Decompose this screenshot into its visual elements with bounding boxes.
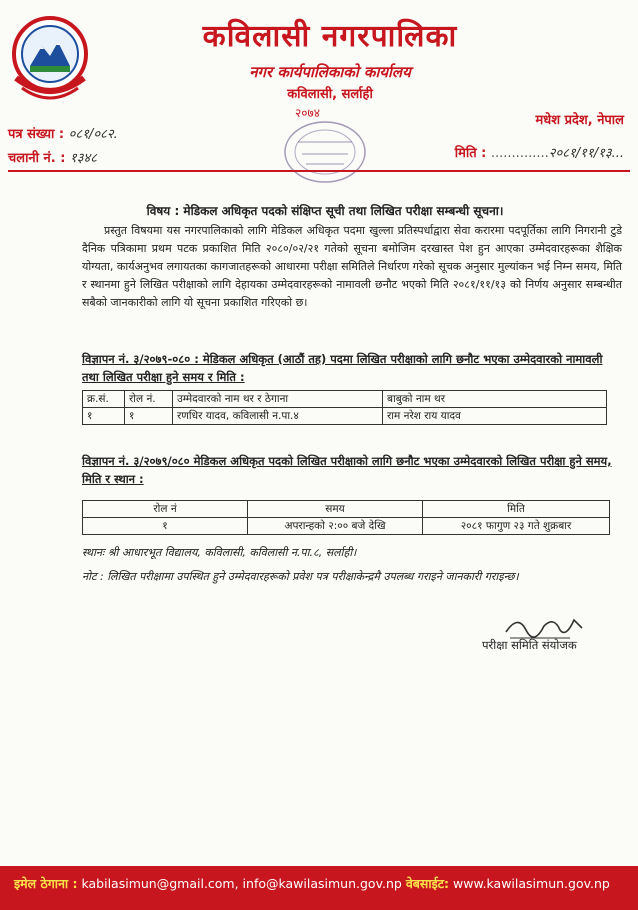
table-row: [83, 518, 610, 535]
header-divider: [8, 170, 630, 172]
letter-date-dots: ..............: [490, 146, 549, 161]
website-label: वेबसाईट:: [405, 876, 450, 891]
signatory-title: परीक्षा समिति संयोजक: [482, 638, 577, 652]
reference-number-label: पत्र संख्या :: [8, 127, 65, 142]
header-time: समय: [248, 501, 423, 518]
letter-date-label: मिति :: [454, 146, 487, 161]
dispatch-number: [8, 148, 97, 166]
section2-title: विज्ञापन नं. ३/२०७९/०८० मेडिकल अधिकृत पदको लिखित परीक्षाको लागि छनौट भएका उम्मेदवारको लिखित परीक्षा हुने समय, मिति र स्थान :: [82, 454, 612, 486]
email-addresses: kabilasimun@gmail.com, info@kawilasimun.gov.np: [81, 876, 402, 891]
municipality-name: कविलासी नगरपालिका: [202, 19, 458, 54]
footer-contact: [14, 875, 610, 892]
exam-venue: स्थानः श्री आधारभूत विद्यालय, कविलासी, कविलासी न.पा.८, सर्लाही।: [82, 546, 357, 559]
municipality-emblem: [8, 8, 92, 108]
notice-subject: विषय : मेडिकल अधिकृत पदको संक्षिप्त सूची तथा लिखित परीक्षा सम्बन्धी सूचना।: [146, 204, 504, 218]
cell-serial: १: [83, 408, 125, 425]
established-year: २०७४: [295, 106, 320, 120]
header-date: मिति: [423, 501, 610, 518]
website-address: www.kawilasimun.gov.np: [453, 876, 610, 891]
cell-roll: १: [83, 518, 248, 535]
notice-note: नोट : लिखित परीक्षामा उपस्थित हुने उम्मेदवारहरूको प्रवेश पत्र परीक्षाकेन्द्रमै उपलब्ध गराइने जानकारी गराइन्छ।: [82, 570, 519, 583]
dispatch-number-value: १३४८: [69, 151, 98, 166]
email-label: इमेल ठेगाना :: [14, 876, 78, 891]
cell-time: अपरान्हको २:०० बजे देखि: [248, 518, 423, 535]
cell-father: राम नरेश राय यादव: [383, 408, 607, 425]
office-stamp: [258, 112, 392, 192]
table-header-row: [83, 501, 610, 518]
exam-schedule-table: [82, 500, 610, 535]
section1-title: विज्ञापन नं. ३/२०७९-०८० : मेडिकल अधिकृत (आठौं तह) पदमा लिखित परीक्षाको लागि छनौट भएका उम्मेदवारको नामावली तथा लिखित परीक्षा हुने समय र मिति :: [82, 352, 603, 384]
cell-date: २०८१ फागुण २३ गते शुक्रबार: [423, 518, 610, 535]
reference-number-value: ०८१/०८२.: [68, 127, 118, 142]
notice-intro: प्रस्तुत विषयमा यस नगरपालिकाको लागि मेडिकल अधिकृत पदमा खुल्ला प्रतिस्पर्धाद्वारा सेवा करारमा पदपूर्तिका लागि निगरानी टुडे दैनिक पत्रिकामा प्रथम पटक प्रकाशित मिति २०८०/०२/२१ गतेको सूचना बमोजिम दरखास्त पेश हुन आएका उम्मेदवारहरूका शैक्षिक योग्यता, कार्यअनुभव लगायतका कागजातहरूको आधारमा परीक्षा समितिले निर्धारण गरेको सूचक अनुसार मुल्यांकन भई निम्न समय, मिति र स्थानमा हुने लिखित परीक्षाको लागि देहायका उम्मेदवारहरूको नामावली छनौट भएको मिति २०८१/११/१३ को निर्णय अनुसार सम्बन्धीत सबैको जानकारीको लागि यो सूचना प्रकाशित गरिएको छ।: [82, 224, 622, 309]
header-roll: रोल नं: [83, 501, 248, 518]
dispatch-number-label: चलानी नं. :: [8, 151, 66, 166]
header-roll: रोल नं.: [125, 391, 173, 408]
candidate-table: [82, 390, 607, 425]
province-name: मधेश प्रदेश, नेपाल: [535, 113, 624, 128]
office-address: कविलासी, सर्लाही: [287, 87, 373, 102]
table-row: [83, 408, 607, 425]
cell-candidate: रणधिर यादव, कविलासी न.पा.४: [173, 408, 383, 425]
letter-date: [455, 143, 624, 161]
cell-roll: १: [125, 408, 173, 425]
header-candidate: उम्मेदवारको नाम थर र ठेगाना: [173, 391, 383, 408]
table-header-row: [83, 391, 607, 408]
header-serial: क्र.सं.: [83, 391, 125, 408]
letter-date-value: २०८१/११/१३...: [548, 146, 624, 161]
office-name: नगर कार्यपालिकाको कार्यालय: [249, 63, 411, 81]
reference-number: [8, 124, 118, 142]
header-father: बाबुको नाम थर: [383, 391, 607, 408]
